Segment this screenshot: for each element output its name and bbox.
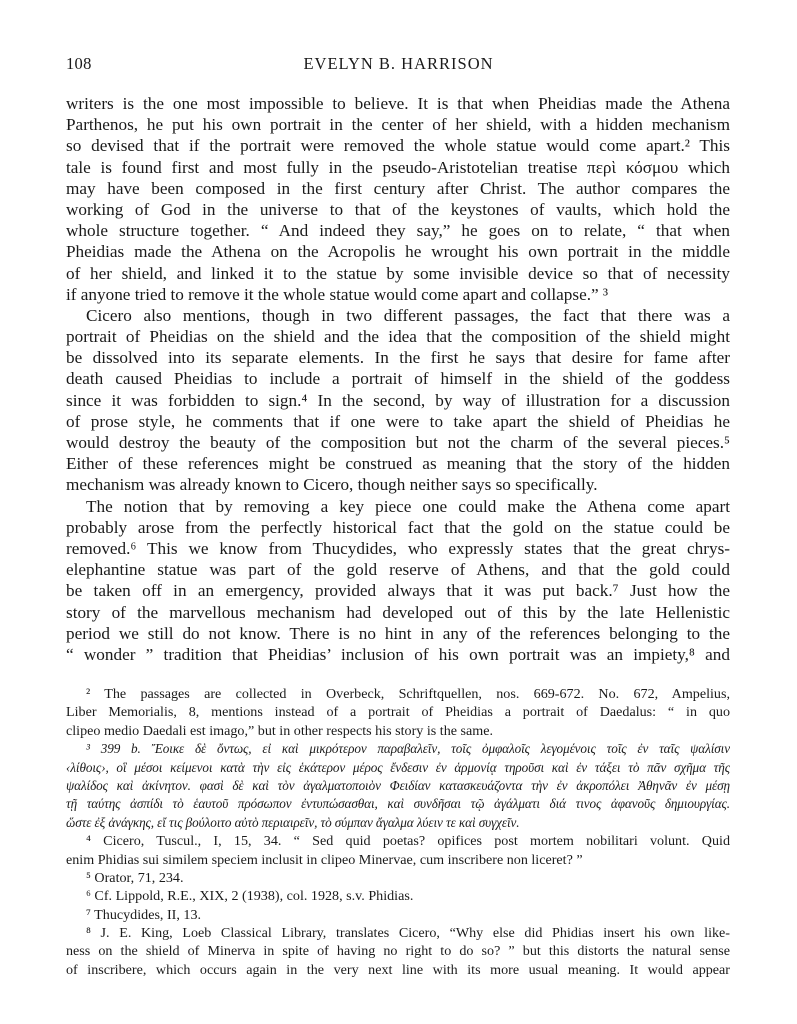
footnote-line: ⁸ J. E. King, Loeb Classical Library, translates Cicero, “Why else did Phidias insert his own like- [86,925,730,942]
body-line: Cicero also mentions, though in two different passages, the fact that there was a [86,305,730,325]
body-line: The notion that by removing a key piece one could make the Athena come apart [86,496,730,516]
running-head: EVELYN B. HARRISON [303,54,494,73]
body-line: may have been composed in the first century after Christ. The author compares the [66,178,730,198]
body-line: writers is the one most impossible to believe. It is that when Pheidias made the Athena [66,94,730,113]
body-line: elephantine statue was part of the gold reserve of Athens, and that the gold could [66,560,730,580]
body-line: of prose style, he comments that if one were to take apart the shield of Pheidias he [66,411,730,431]
footnote-line: ² The passages are collected in Overbeck, Schriftquellen, nos. 669-672. No. 672, Ampelius, [86,686,730,702]
body-line: Pheidias made the Athena on the Acropolis he wrought his own portrait in the middle [66,242,730,262]
footnote-line: ³ 399 b. Ἔοικε δὲ ὄντως, εἰ καὶ μικρότερον παραβαλεῖν, τοῖς ὀμφαλοῖς λεγομένοις τοῖς ἐν ταῖς ψαλίσιν [86,741,730,757]
footnote-line: of inscribere, which occurs again in the very next line with its more usual meaning. It would appear [66,961,730,978]
footnote-line: ὥστε ἐξ ἀνάγκης, εἴ τις βούλοιτο αὐτὸ περιαιρεῖν, τὸ σύμπαν ἄγαλμα λύειν τε καὶ συγχεῖν. [66,814,520,830]
footnote-line: τῇ ταύτης ἀσπίδι τὸ ἑαυτοῦ πρόσωπον ἐντυπώσασθαι, καὶ συνδῆσαι τῷ ἀγάλματι διά τινος ἀφανοῦς δημιουργίας. [66,796,730,812]
body-line: be dissolved into its separate elements. In the first he says that desire for fame after [66,348,730,368]
body-line: probably arose from the perfectly historical fact that the gold on the statue could be [66,517,730,537]
body-line: mechanism was already known to Cicero, though neither says so specifically. [66,475,598,495]
body-line: “ wonder ” tradition that Pheidias’ inclusion of his own portrait was an impiety,⁸ and [66,644,730,664]
body-line: removed.⁶ This we know from Thucydides, who expressly states that the great chrys- [66,538,730,558]
page-header [66,54,731,78]
body-line: would destroy the beauty of the composition but not the charm of the several pieces.⁵ [66,433,730,452]
body-line: since it was forbidden to sign.⁴ In the second, by way of illustration for a discussion [66,390,730,410]
footnotes [66,685,730,979]
footnote-line: ⁶ Cf. Lippold, R.E., XIX, 2 (1938), col. 1928, s.v. Phidias. [86,888,414,905]
footnote-line: ⁴ Cicero, Tuscul., I, 15, 34. “ Sed quid poetas? opifices post mortem nobilitari volunt. Quid [86,833,730,850]
body-line: if anyone tried to remove it the whole statue would come apart and collapse.” ³ [66,284,609,304]
footnote-line: ‹λίθοις›, οἳ μέσοι κείμενοι κατὰ τὴν εἰς ἑκάτερον μέρος ἔνδεσιν ἐν ἁρμονίᾳ τηροῦσι καὶ ἐν τάξει τὸ πᾶν σχῆμα τῆς [66,759,730,775]
body-line: portrait of Pheidias on the shield and the idea that the composition of the shield might [66,327,730,347]
footnote-line: ness on the shield of Minerva in spite of having no right to do so? ” but this distorts the natural sense [66,943,730,960]
footnote-line: enim Phidias sui similem speciem inclusit in clipeo Minervae, cum inscribere non liceret? ” [66,851,583,868]
body-line: period we still do not know. There is no hint in any of the references belonging to the [66,623,730,643]
body-line: so devised that if the portrait were removed the whole statue would come apart.² This [66,136,730,156]
body-line: of her shield, and linked it to the statue by some invisible device so that of necessity [66,263,730,283]
body-line: whole structure together. “ And indeed they say,” he goes on to relate, “ that when [66,221,730,241]
footnote-line: ⁵ Orator, 71, 234. [86,869,184,886]
body-line: Either of these references might be construed as meaning that the story of the hidden [66,454,730,474]
body-line: be taken off in an emergency, provided always that it was put back.⁷ Just how the [66,581,730,601]
page-number: 108 [66,54,92,73]
body-text [66,93,730,665]
footnote-line: Liber Memorialis, 8, mentions instead of a portrait of Pheidias a portrait of Daedalus: “ in quo [66,704,730,721]
footnote-line: ⁷ Thucydides, II, 13. [86,906,202,923]
body-line: working of God in the universe to that of the keystones of vaults, which hold the [66,199,730,219]
body-line: Parthenos, he put his own portrait in the center of her shield, with a hidden mechanism [66,115,730,135]
body-line: death caused Pheidias to include a portrait of himself in the shield of the goddess [66,369,730,389]
footnote-line: clipeo medio Daedali est imago,” but in other respects his story is the same. [66,722,494,739]
body-line: tale is found first and most fully in the pseudo-Aristotelian treatise περὶ κόσμου which [66,157,730,177]
body-line: story of the marvellous mechanism had developed out of this by the late Hellenistic [66,602,730,622]
footnote-line: ψαλίδος καὶ ἀκίνητον. φασὶ δὲ καὶ τὸν ἀγαλματοποιὸν Φειδίαν κατασκευάζοντα τὴν ἐν ἀκροπόλει Ἀθηνᾶν ἐν μέσῃ [66,777,730,793]
